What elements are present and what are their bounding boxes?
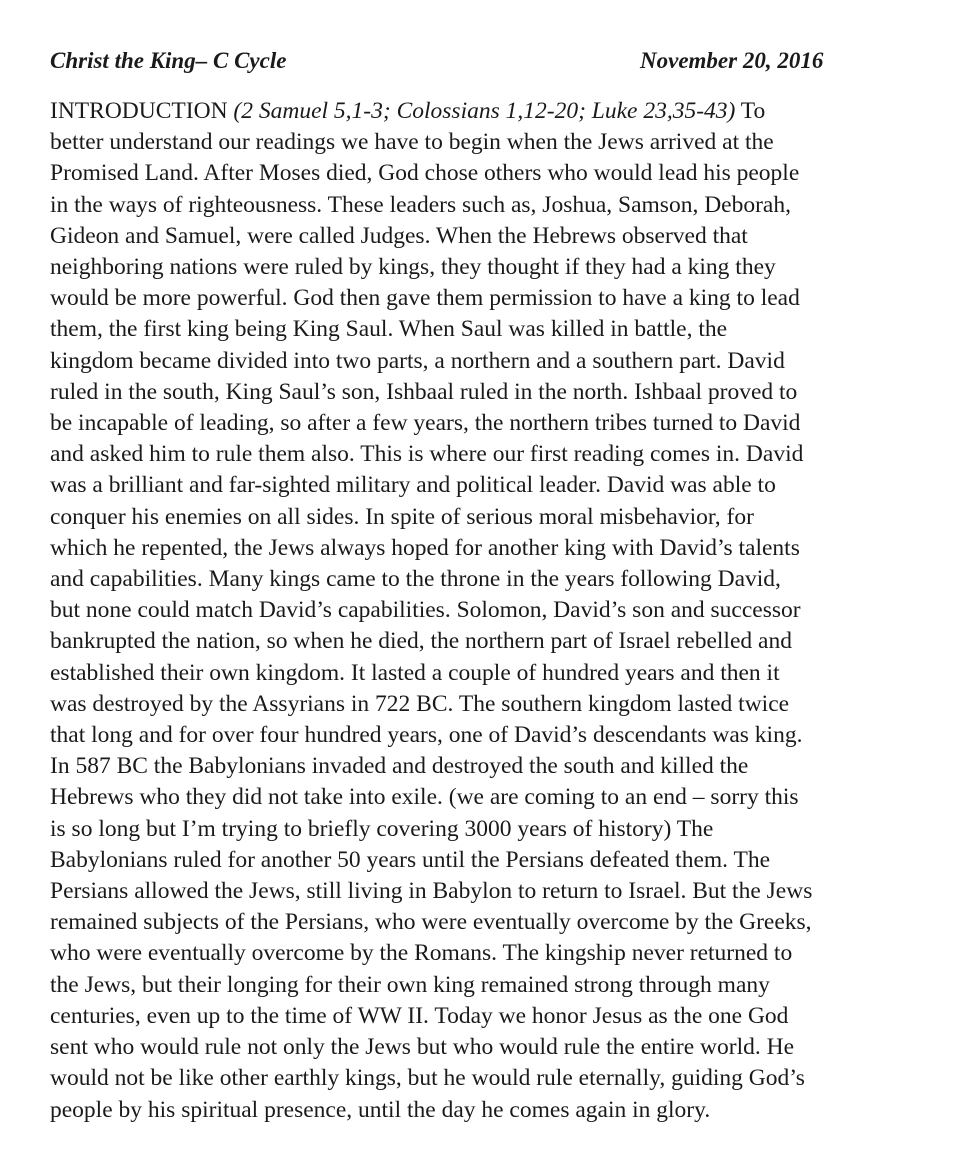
paragraph-line: which he repented, the Jews always hoped for another king with David’s talents [50, 534, 800, 561]
paragraph-line: that long and for over four hundred years, one of David’s descendants was king. [50, 722, 803, 749]
paragraph-line: established their own kingdom. It lasted a couple of hundred years and then it [50, 659, 780, 686]
paragraph-line: better understand our readings we have to begin when the Jews arrived at the [50, 129, 774, 156]
introduction-paragraph [50, 96, 950, 1126]
paragraph-line: people by his spiritual presence, until the day he comes again in glory. [50, 1096, 711, 1123]
document-date: November 20, 2016 [640, 48, 824, 73]
paragraph-line: was a brilliant and far-sighted military and political leader. David was able to [50, 472, 776, 499]
paragraph-line: was destroyed by the Assyrians in 722 BC. The southern kingdom lasted twice [50, 690, 790, 717]
paragraph-line: them, the first king being King Saul. When Saul was killed in battle, the [50, 316, 728, 343]
paragraph-line: would not be like other earthly kings, but he would rule eternally, guiding God’s [50, 1065, 805, 1092]
paragraph-line: the Jews, but their longing for their own king remained strong through many [50, 971, 770, 998]
scripture-citation: (2 Samuel 5,1-3; Colossians 1,12-20; Luke 23,35-43) [233, 98, 736, 124]
paragraph-line: is so long but I’m trying to briefly covering 3000 years of history) The [50, 815, 714, 842]
introduction-heading: INTRODUCTION [50, 98, 228, 124]
paragraph-line: Persians allowed the Jews, still living in Babylon to return to Israel. But the Jews [50, 878, 813, 905]
paragraph-line: Promised Land. After Moses died, God chose others who would lead his people [50, 160, 800, 187]
paragraph-line: kingdom became divided into two parts, a northern and a southern part. David [50, 347, 785, 374]
paragraph-line: who were eventually overcome by the Romans. The kingship never returned to [50, 940, 793, 967]
paragraph-line: in the ways of righteousness. These leaders such as, Joshua, Samson, Deborah, [50, 191, 791, 218]
paragraph-line: bankrupted the nation, so when he died, the northern part of Israel rebelled and [50, 628, 792, 655]
paragraph-line: would be more powerful. God then gave them permission to have a king to lead [50, 285, 800, 312]
paragraph-line: be incapable of leading, so after a few years, the northern tribes turned to David [50, 410, 801, 437]
page-header [50, 44, 936, 84]
paragraph-line: Hebrews who they did not take into exile. (we are coming to an end – sorry this [50, 784, 799, 811]
paragraph-line: Babylonians ruled for another 50 years until the Persians defeated them. The [50, 846, 771, 873]
paragraph-line: Gideon and Samuel, were called Judges. When the Hebrews observed that [50, 222, 748, 249]
paragraph-line: but none could match David’s capabilities. Solomon, David’s son and successor [50, 597, 801, 624]
paragraph-line: and asked him to rule them also. This is where our first reading comes in. David [50, 441, 804, 468]
paragraph-line: conquer his enemies on all sides. In spite of serious moral misbehavior, for [50, 503, 754, 530]
paragraph-line: In 587 BC the Babylonians invaded and destroyed the south and killed the [50, 753, 749, 780]
paragraph-line: and capabilities. Many kings came to the throne in the years following David, [50, 566, 781, 593]
paragraph-line: neighboring nations were ruled by kings, they thought if they had a king they [50, 254, 776, 281]
document-title: Christ the King– C Cycle [50, 48, 287, 73]
first-line-tail: To [735, 98, 766, 124]
paragraph-line: ruled in the south, King Saul’s son, Ishbaal ruled in the north. Ishbaal proved to [50, 378, 798, 405]
paragraph-line: sent who would rule not only the Jews but who would rule the entire world. He [50, 1034, 795, 1061]
paragraph-line: centuries, even up to the time of WW II. Today we honor Jesus as the one God [50, 1002, 789, 1029]
paragraph-line: remained subjects of the Persians, who were eventually overcome by the Greeks, [50, 909, 812, 936]
paragraph-line-first [50, 96, 950, 127]
